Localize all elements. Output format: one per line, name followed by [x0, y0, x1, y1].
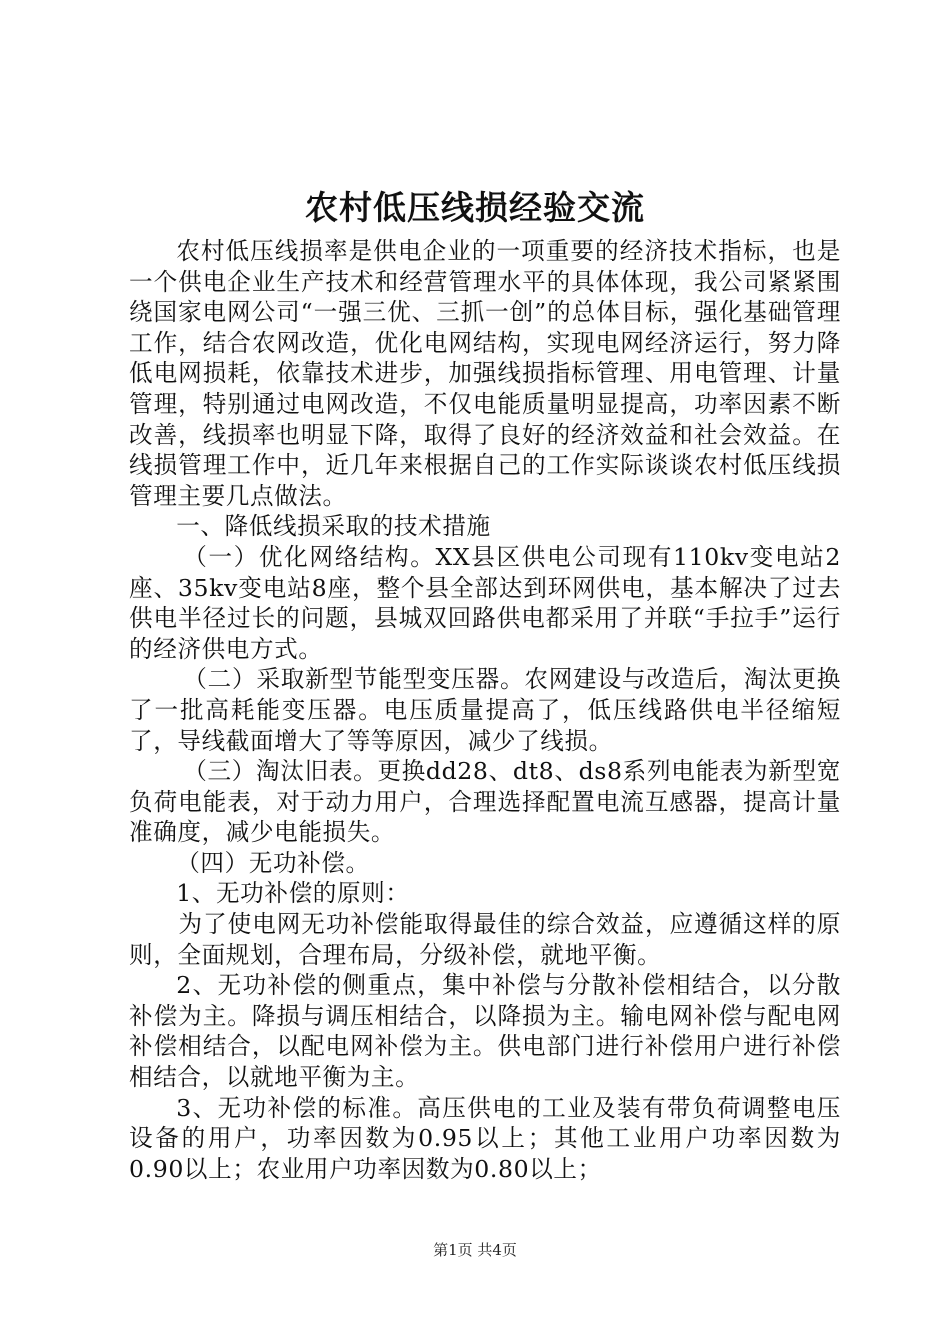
paragraph-focus: 2、无功补偿的侧重点，集中补偿与分散补偿相结合，以分散补偿为主。降损与调压相结合，以降损为主。输电网补偿与配电网补偿相结合，以配电网补偿为主。供电部门进行补偿用户进行补偿相结合，以就地平衡为主。: [129, 971, 841, 1092]
page-footer: 第1页 共4页: [433, 1241, 517, 1259]
paragraph-network-structure: （一）优化网络结构。XX县区供电公司现有110kv变电站2座、35kv变电站8座，整个县全部达到环网供电，基本解决了过去供电半径过长的问题，县城双回路供电都采用了并联“手拉手”运行的经济供电方式。: [129, 542, 841, 663]
paragraph-meter: （三）淘汰旧表。更换dd28、dt8、ds8系列电能表为新型宽负荷电能表，对于动力用户，合理选择配置电流互感器，提高计量准确度，减少电能损失。: [129, 757, 841, 847]
intro-paragraph: 农村低压线损率是供电企业的一项重要的经济技术指标，也是一个供电企业生产技术和经营管理水平的具体体现，我公司紧紧围绕国家电网公司“一强三优、三抓一创”的总体目标，强化基础管理工作，结合农网改造，优化电网结构，实现电网经济运行，努力降低电网损耗，依靠技术进步，加强线损指标管理、用电管理、计量管理，特别通过电网改造，不仅电能质量明显提高，功率因素不断改善，线损率也明显下降，取得了良好的经济效益和社会效益。在线损管理工作中，近几年来根据自己的工作实际谈谈农村低压线损管理主要几点做法。: [129, 237, 841, 510]
paragraph-principle-heading: 1、无功补偿的原则：: [176, 879, 410, 908]
document-title: 农村低压线损经验交流: [305, 188, 645, 227]
paragraph-standard: 3、无功补偿的标准。高压供电的工业及装有带负荷调整电压设备的用户，功率因数为0.95以上；其他工业用户功率因数为0.90以上；农业用户功率因数为0.80以上；: [129, 1093, 841, 1183]
section-heading: 一、降低线损采取的技术措施: [176, 512, 491, 541]
paragraph-principle: 为了使电网无功补偿能取得最佳的综合效益，应遵循这样的原则，全面规划，合理布局，分级补偿，就地平衡。: [129, 910, 841, 969]
paragraph-reactive-heading: （四）无功补偿。: [176, 848, 370, 877]
document-body: [129, 236, 841, 1184]
paragraph-transformer: （二）采取新型节能型变压器。农网建设与改造后，淘汰更换了一批高耗能变压器。电压质量提高了，低压线路供电半径缩短了，导线截面增大了等等原因，减少了线损。: [129, 665, 841, 755]
